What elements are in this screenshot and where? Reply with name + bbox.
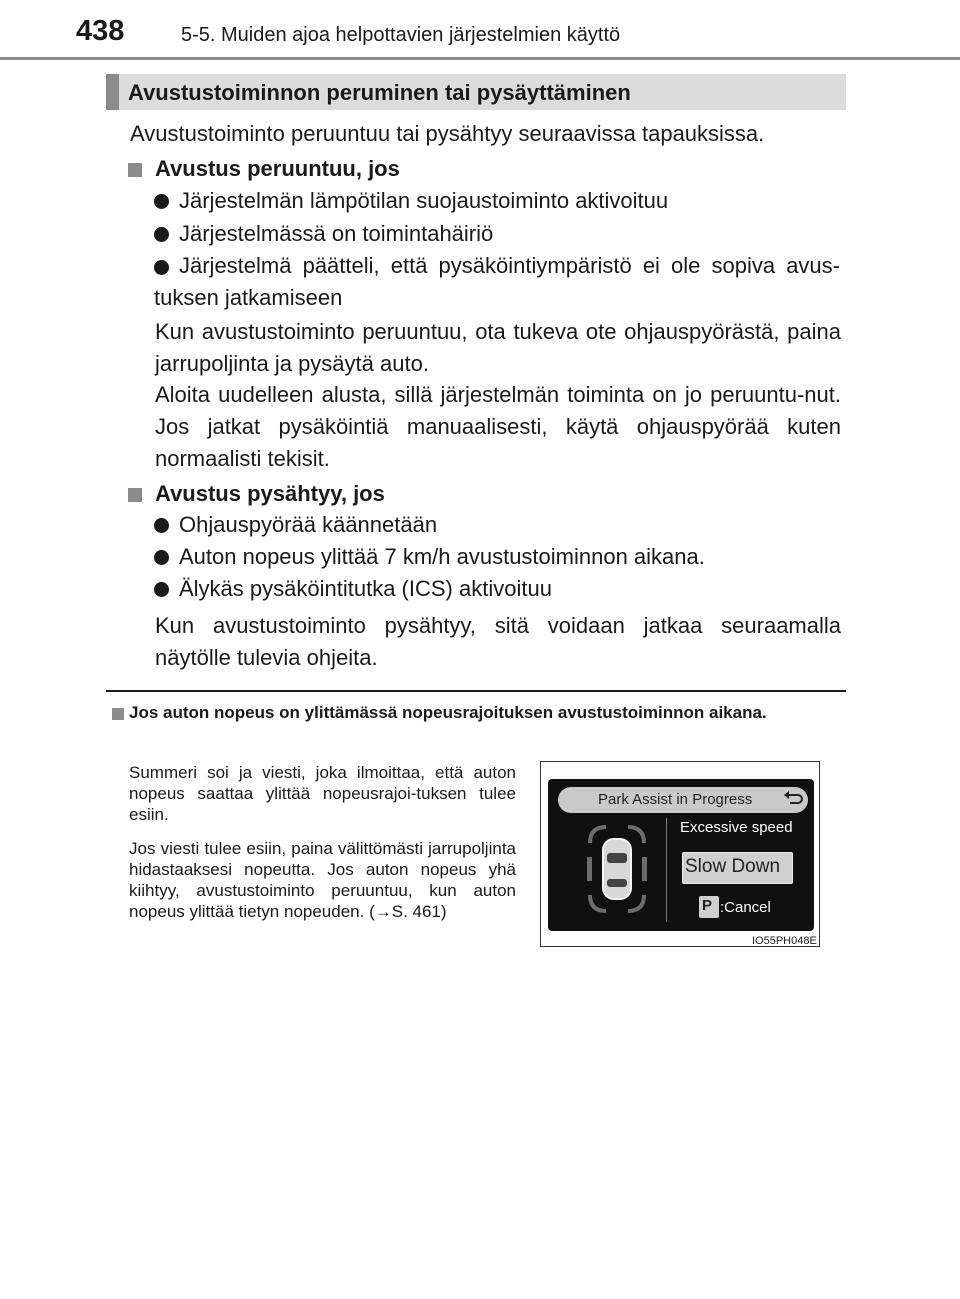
bullet-dot-icon: [154, 193, 169, 211]
page-number: 438: [76, 15, 125, 47]
slow-down-label: Slow Down: [685, 856, 781, 877]
cancel-paragraph-2: Aloita uudelleen alusta, sillä järjestelmän toiminta on jo peruuntu-nut. Jos jatkat pysäköintiä manuaalisesti, käytä ohjauspyörää kuten normaalisti tekisit.: [155, 382, 841, 471]
list-item: Järjestelmä päätteli, että pysäköintiympäristö ei ole sopiva avus-tuksen jatkamiseen: [154, 253, 840, 310]
return-arrow-icon: [782, 789, 806, 809]
list-item: Järjestelmässä on toimintahäiriö: [179, 221, 494, 246]
note-paragraph-2: Jos viesti tulee esiin, paina välittömästi jarrupoljinta hidastaaksesi nopeutta. Jos auton nopeus yhä kiihtyy, avustustoiminto peruuntuu, kun auton nopeus ylittää tietyn nopeuden. (→S. 461): [129, 839, 516, 921]
list-item: Järjestelmän lämpötilan suojaustoiminto aktivoituu: [179, 188, 669, 213]
screen-divider: [666, 818, 667, 922]
list-item: Auton nopeus ylittää 7 km/h avustustoiminnon aikana.: [179, 544, 705, 569]
cancel-label: :Cancel: [720, 899, 771, 916]
square-bullet-icon: [128, 486, 142, 504]
small-square-bullet-icon: [112, 705, 124, 723]
bullet-dot-icon: [154, 549, 169, 567]
pause-paragraph: Kun avustustoiminto pysähtyy, sitä voidaan jatkaa seuraamalla näytölle tulevia ohjeita.: [155, 613, 841, 670]
parking-p-letter: P: [702, 897, 713, 914]
list-item: Ohjauspyörää käännetään: [179, 512, 438, 537]
pause-heading: Avustus pysähtyy, jos: [155, 481, 385, 506]
header-divider: [0, 57, 960, 60]
note-paragraph-1: Summeri soi ja viesti, joka ilmoittaa, että auton nopeus saattaa ylittää nopeusrajoi-tuksen tulee esiin.: [129, 763, 516, 824]
section-title-accent: [106, 74, 119, 110]
square-bullet-icon: [128, 161, 142, 179]
bullet-dot-icon: [154, 517, 169, 535]
note-divider: [106, 690, 846, 692]
figure-code: IO55PH048E: [752, 935, 817, 947]
cancel-paragraph-1: Kun avustustoiminto peruuntuu, ota tukeva ote ohjauspyörästä, paina jarrupoljinta ja pysäytä auto.: [155, 319, 841, 376]
note-heading: Jos auton nopeus on ylittämässä nopeusrajoituksen avustustoiminnon aikana.: [129, 703, 767, 722]
bullet-dot-icon: [154, 581, 169, 599]
status-text: Park Assist in Progress: [598, 791, 753, 808]
section-title: Avustustoiminnon peruminen tai pysäyttäminen: [128, 80, 631, 105]
cancel-heading: Avustus peruuntuu, jos: [155, 156, 400, 181]
chapter-title: 5-5. Muiden ajoa helpottavien järjestelmien käyttö: [181, 24, 621, 46]
section-intro: Avustustoiminto peruuntuu tai pysähtyy seuraavissa tapauksissa.: [130, 121, 765, 146]
list-item: Älykäs pysäköintitutka (ICS) aktivoituu: [179, 576, 552, 601]
bullet-dot-icon: [154, 226, 169, 244]
warning-text: Excessive speed: [680, 819, 793, 836]
car-sensor-icon: [584, 823, 650, 915]
